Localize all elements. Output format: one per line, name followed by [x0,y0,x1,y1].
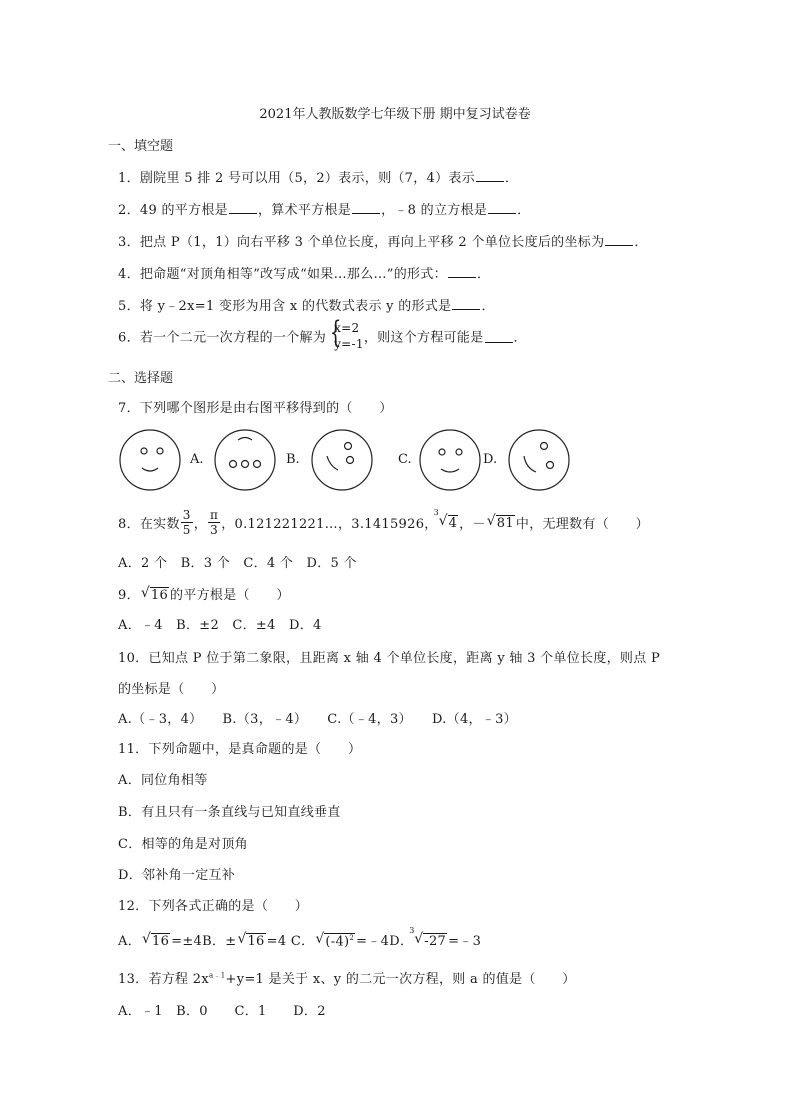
question-13-options[interactable]: A．﹣1 B．0 C．1 D．2 [118,1004,326,1019]
question-11-option-b[interactable]: B．有且只有一条直线与已知直线垂直 [118,805,341,820]
question-9: 9． √ 16 的平方根是（ ） [118,585,290,603]
question-11-option-a[interactable]: A．同位角相等 [118,773,208,788]
question-5: 5．将 y﹣2x=1 变形为用含 x 的代数式表示 y 的形式是 ． [118,299,495,314]
section-choice: 二、选择题 [108,371,174,386]
square-root: √ 16 [237,931,265,949]
answer-blank[interactable] [352,201,380,214]
option-label-a[interactable]: A. [190,452,204,467]
fraction: $\frac{\pi}{3}$ [210,508,219,537]
square-root: √ $(-4)^2$ [315,930,355,949]
question-12: 12．下列各式正确的是（ ） [118,899,309,914]
page-title: 2021年人教版数学七年级下册 期中复习试卷卷 [259,107,531,122]
question-1: 1．剧院里 5 排 2 号可以用（5，2）表示，则（7，4）表示 ． [118,171,519,186]
question-10-options[interactable]: A.（﹣3，4） B.（3，﹣4） C.（﹣4，3） D.（4，﹣3） [118,712,517,727]
question-10-cont: 的坐标是（ ） [118,682,225,697]
answer-blank[interactable] [452,297,480,310]
option-label-d[interactable]: D. [483,452,498,467]
question-10: 10．已知点 P 位于第二象限，且距离 x 轴 4 个单位长度，距离 y 轴 3 个单位长度，则点 P [118,651,661,666]
answer-blank[interactable] [229,201,257,214]
equation-system: { x=2 y=-1 [329,315,364,351]
question-7: 7．下列哪个图形是由右图平移得到的（ ） [118,401,393,416]
square-root: √ 16 [142,931,170,949]
answer-blank[interactable] [605,233,633,246]
question-3: 3．把点 P（1，1）向右平移 3 个单位长度，再向上平移 2 个单位长度后的坐标为 ． [118,235,648,250]
question-6: 6．若一个二元一次方程的一个解为 { x=2 y=-1 ，则这个方程可能是 ． [118,315,527,351]
option-label-b[interactable]: B. [286,452,300,467]
question-11: 11．下列命题中，是真命题的是（ ） [118,742,362,757]
question-11-option-c[interactable]: C．相等的角是对顶角 [118,837,248,852]
answer-blank[interactable] [485,330,513,343]
answer-blank[interactable] [476,169,504,182]
question-9-options[interactable]: A．﹣4 B．±2 C．±4 D．4 [118,618,322,633]
question-4: 4．把命题“对顶角相等”改写成“如果…那么…”的形式： ． [118,267,491,282]
question-8: 8．在实数 $\frac{3}{5}$ ， $\frac{\pi}{3}$ ，0.121221221…，3.1415926， 3 √ 4 ，－ √ 81 中，无理数有（ ） [118,507,649,537]
question-12-options[interactable]: A． √ 16 =±4B．± √ 16 =4 C． √ $(-4)^2$ =﹣4D． 3 √ -27 =﹣3 [118,926,482,949]
face-option-c [420,430,480,490]
face-option-b [312,430,372,490]
question-11-option-d[interactable]: D．邻补角一定互补 [118,868,236,883]
square-root: √ 16 [140,585,169,603]
face-option-a [215,430,275,490]
section-fill-in: 一、填空题 [108,139,174,154]
square-root: √ 81 [486,512,514,531]
fraction: $\frac{3}{5}$ [182,508,191,537]
cube-root: 3 √ 4 [433,507,458,531]
face-option-d [509,430,569,490]
question-13: 13．若方程 $2x^{a﹣1}+y=1$ 是关于 x、y 的二元一次方程，则 a 的值是（ ） [118,971,576,987]
question-8-options[interactable]: A．2 个 B．3 个 C．4 个 D．5 个 [118,556,357,571]
answer-blank[interactable] [448,265,476,278]
question-2: 2．49 的平方根是 ，算术平方根是 ，﹣8 的立方根是 ． [118,203,531,218]
cube-root: 3 √ -27 [409,926,447,949]
reference-face [120,430,180,490]
answer-blank[interactable] [488,201,516,214]
option-label-c[interactable]: C. [398,452,412,467]
